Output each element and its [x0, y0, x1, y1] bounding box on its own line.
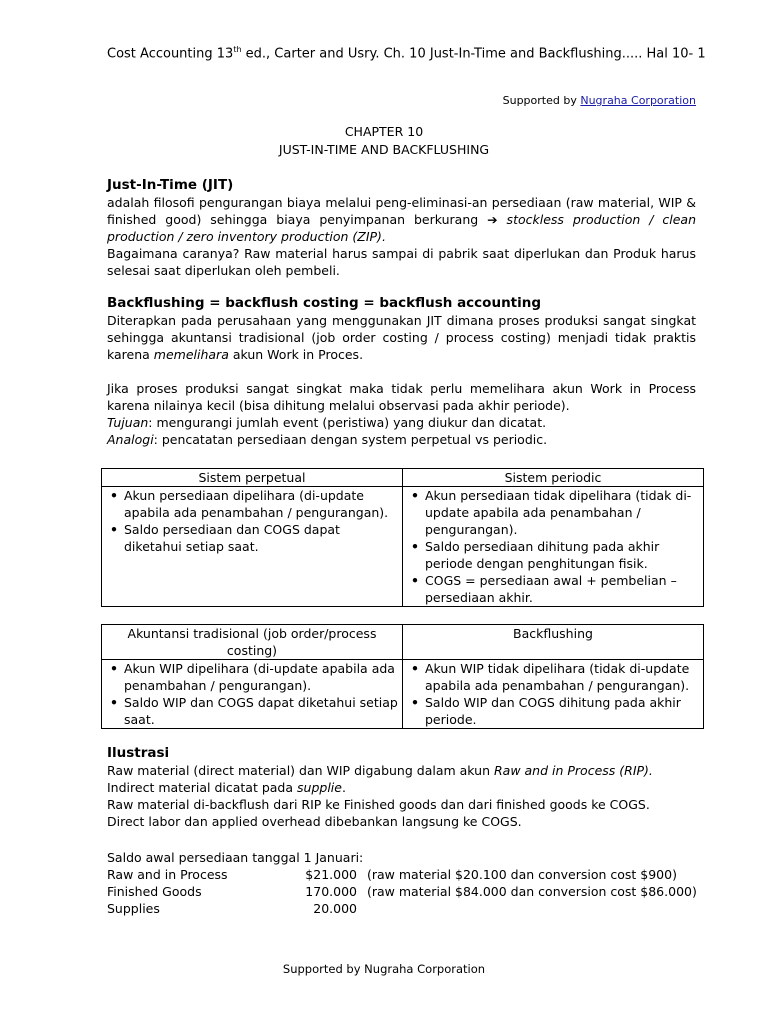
backflush-paragraph-2: Jika proses produksi sangat singkat maka tidak perlu memelihara akun Work in Process karena nilainya kecil (bisa dihitung melalui observasi pada akhir periode). [107, 381, 696, 413]
ilustrasi-line-4: Direct labor dan applied overhead dibebankan langsung ke COGS. [107, 814, 522, 829]
backflush-p1-b: akun Work in Proces. [228, 347, 364, 362]
saldo-row [107, 866, 677, 883]
jit-heading: Just-In-Time (JIT) [107, 177, 234, 193]
ilustrasi-l2-end: . [341, 780, 346, 795]
tujuan-line [107, 414, 696, 431]
table2-cell-backflushing [403, 660, 704, 729]
header-sup: th [233, 45, 242, 54]
saldo-row [107, 900, 367, 917]
saldo-row-note: (raw material $84.000 dan conversion cost $86.000) [367, 884, 697, 899]
list-item: • COGS = persediaan awal + pembelian – persediaan akhir. [425, 572, 699, 606]
table1-cell-perpetual [102, 487, 403, 607]
ilustrasi-l2-text: Indirect material dicatat pada [107, 780, 298, 795]
supported-by-top [503, 94, 696, 107]
list-item: • Saldo WIP dan COGS dapat diketahui setiap saat. [124, 694, 398, 728]
backflush-p1-italic: memelihara [153, 347, 229, 362]
backflush-paragraph-1 [107, 312, 696, 363]
header-suffix: ed., Carter and Usry. Ch. 10 Just-In-Time and Backflushing..... Hal 10- 1 [241, 46, 706, 62]
table1-header-periodic: Sistem periodic [403, 469, 704, 487]
analogi-label: Analogi [107, 432, 154, 447]
ilustrasi-l1-italic: Raw and in Process (RIP). [493, 763, 653, 778]
backflush-p1-a: Diterapkan pada perusahaan yang menggunakan JIT dimana proses produksi sangat singkat sehingga akuntansi tradisional (job order costing / process costing) menjadi tidak praktis karena [107, 313, 696, 362]
list-item: • Akun persediaan tidak dipelihara (tidak di-update apabila ada penambahan / pengurangan). [425, 487, 699, 538]
ilustrasi-line-3: Raw material di-backflush dari RIP ke Finished goods dan dari finished goods ke COGS. [107, 797, 650, 812]
ilustrasi-section [107, 745, 696, 830]
analogi-text: : pencatatan persediaan dengan system perpetual vs periodic. [153, 432, 548, 447]
table1-cell-periodic [403, 487, 704, 607]
page-footer: Supported by Nugraha Corporation [282, 962, 486, 976]
analogi-line [107, 431, 696, 448]
table2-header-tradisional: Akuntansi tradisional (job order/process costing) [102, 625, 403, 660]
page-header [107, 45, 706, 61]
list-item: • Saldo persediaan dihitung pada akhir periode dengan penghitungan fisik. [425, 538, 699, 572]
saldo-row [107, 883, 697, 900]
table2-cell-tradisional [102, 660, 403, 729]
arrow-icon: ➔ [487, 212, 498, 227]
chapter-number: CHAPTER 10 [344, 124, 424, 139]
chapter-title: JUST-IN-TIME AND BACKFLUSHING [278, 142, 490, 157]
saldo-row-note: (raw material $20.100 dan conversion cost $900) [367, 867, 677, 882]
jit-paragraph-1 [107, 194, 696, 245]
saldo-row-amount: 170.000 [305, 884, 357, 899]
jit-paragraph-2: Bagaimana caranya? Raw material harus sampai di pabrik saat diperlukan dan Produk harus selesai saat diperlukan oleh pembeli. [107, 246, 696, 278]
jit-section [107, 177, 696, 279]
saldo-row-label: Supplies [107, 901, 160, 916]
ilustrasi-line-1 [107, 762, 696, 779]
ilustrasi-l2-italic: supplie [297, 780, 342, 795]
saldo-title: Saldo awal persediaan tanggal 1 Januari: [107, 850, 364, 865]
tujuan-text: : mengurangi jumlah event (peristiwa) yang diukur dan dicatat. [148, 415, 547, 430]
tujuan-label: Tujuan [107, 415, 149, 430]
table1-header-perpetual: Sistem perpetual [102, 469, 403, 487]
list-item: • Akun WIP tidak dipelihara (tidak di-update apabila ada penambahan / pengurangan). [425, 660, 699, 694]
jit-p1-text: adalah filosofi pengurangan biaya melalui peng-eliminasi-an persediaan (raw material, WIP & finished good) sehingga biaya penyimpanan berkurang [107, 195, 696, 227]
list-item: • Saldo persediaan dan COGS dapat diketahui setiap saat. [124, 521, 398, 555]
saldo-row-amount: 20.000 [313, 901, 357, 916]
header-prefix: Cost Accounting 13 [107, 46, 234, 62]
ilustrasi-heading: Ilustrasi [107, 745, 170, 761]
backflush-section [107, 295, 696, 448]
nugraha-link[interactable]: Nugraha Corporation [580, 94, 696, 107]
list-item: • Akun WIP dipelihara (di-update apabila ada penambahan / pengurangan). [124, 660, 398, 694]
saldo-row-amount: $21.000 [305, 867, 357, 882]
list-item: • Saldo WIP dan COGS dihitung pada akhir periode. [425, 694, 699, 728]
jit-p1-italic: stockless production / clean production / zero inventory production (ZIP). [107, 212, 696, 244]
table-perpetual-periodic [101, 468, 704, 607]
table2-header-backflushing: Backflushing [403, 625, 704, 660]
table-tradisional-backflushing [101, 624, 704, 729]
saldo-row-label: Raw and in Process [107, 867, 228, 882]
supported-label: Supported by [502, 94, 581, 107]
list-item: • Akun persediaan dipelihara (di-update apabila ada penambahan / pengurangan). [124, 487, 398, 521]
saldo-row-label: Finished Goods [107, 884, 202, 899]
backflush-heading: Backflushing = backflush costing = backflush accounting [107, 295, 542, 311]
ilustrasi-line-2 [107, 779, 696, 796]
ilustrasi-l1-text: Raw material (direct material) dan WIP digabung dalam akun [107, 763, 494, 778]
